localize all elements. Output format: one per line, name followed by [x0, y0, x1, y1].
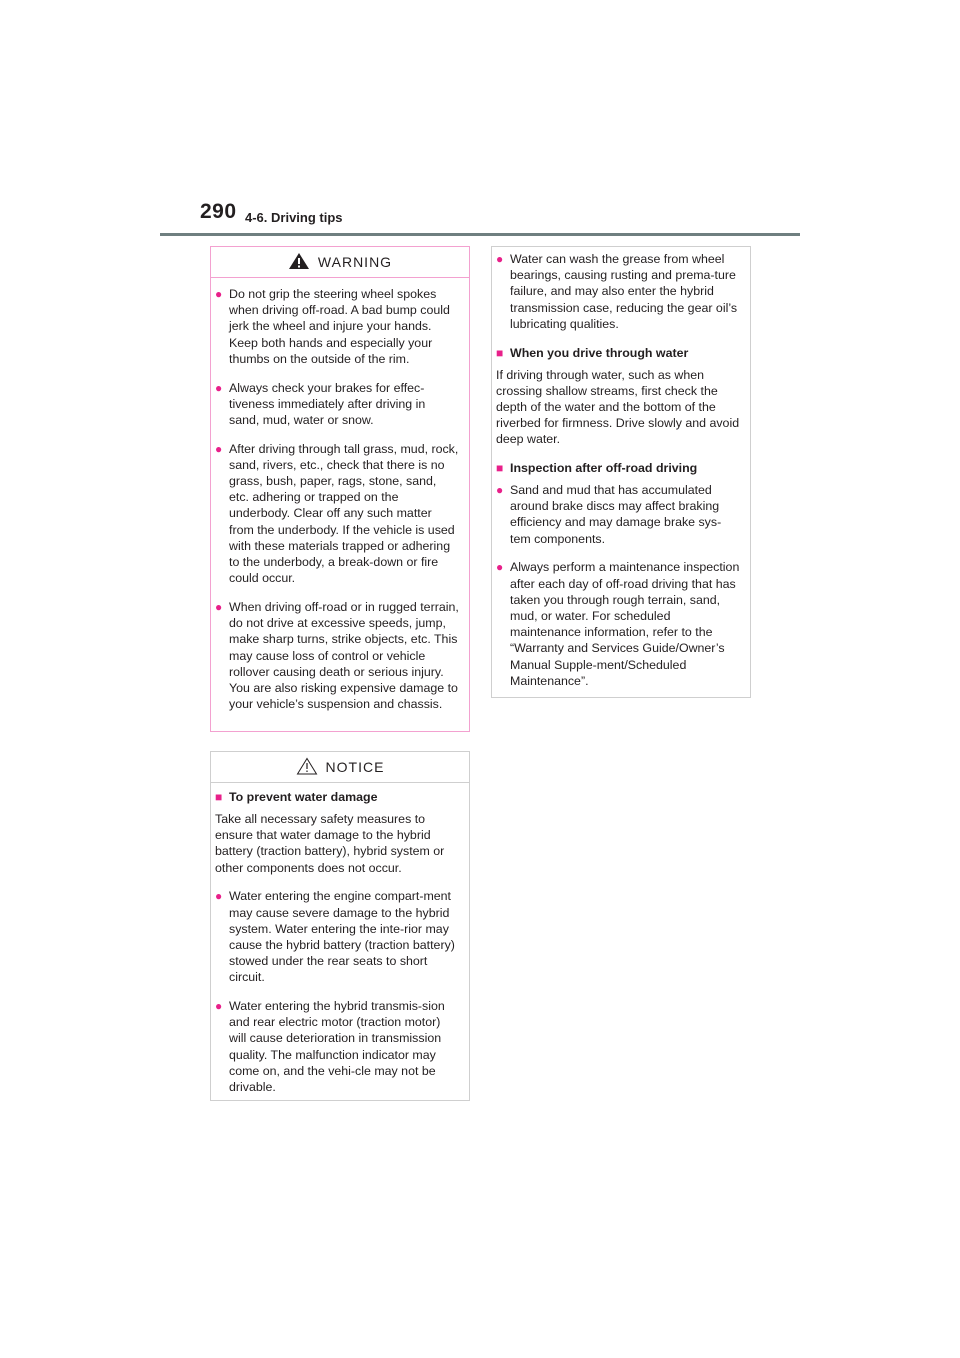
bullet-icon: ● [215, 599, 223, 614]
notice-title: NOTICE [325, 759, 385, 775]
warning-item: ● Always check your brakes for effec-tiveness immediately after driving in sand, mud, water or snow. [215, 380, 426, 427]
bullet-icon: ● [215, 441, 223, 456]
bullet-icon: ● [215, 999, 223, 1014]
bullet-icon: ● [215, 287, 223, 301]
notice-heading: ■ To prevent water damage [215, 790, 378, 804]
warning-header [211, 247, 469, 278]
warning-item: ● Do not grip the steering wheel spokes when driving off-road. A bad bump could jerk the wheel and injure your hands. Keep both hands and especially your thumbs on the outside of the rim. [215, 287, 450, 366]
page-header [0, 0, 960, 240]
square-marker-icon: ■ [496, 345, 504, 360]
bullet-icon: ● [496, 483, 504, 498]
bullet-icon: ● [215, 380, 223, 395]
header-rule [160, 233, 800, 236]
warning-item: ● After driving through tall grass, mud, rock, sand, rivers, etc., check that there is no grass, bush, paper, rags, stone, sand, etc. adhering or trapped on the underbody. Clear off any such matter from the underbody. If the vehicle is used with these materials trapped or adhering to the underbody, a break-down or fire could occur. [215, 441, 459, 586]
bullet-icon: ● [496, 560, 504, 575]
warning-icon [288, 252, 310, 273]
warning-box-continued [491, 246, 751, 698]
notice-header [211, 752, 469, 783]
bullet-icon: ● [215, 889, 223, 904]
warning-box [210, 246, 470, 732]
inspection-item: ● Always perform a maintenance inspection after each day of off-road driving that has taken you through rough terrain, sand, mud, or water. For scheduled maintenance information, refer to the “Warranty and Services Guide/Owner’s Manual Supple-ment/Scheduled Maintenance”. [496, 560, 740, 688]
notice-icon [296, 757, 318, 778]
notice-item: ● Water entering the engine compart-ment may cause severe damage to the hybrid system. Water entering the inte-rior may cause the hybrid battery (traction battery) stowed under the rear seats to short circuit. [215, 889, 455, 985]
inspection-heading: ■ Inspection after off-road driving [496, 461, 698, 476]
inspection-item: ● Sand and mud that has accumulated around brake discs may affect braking efficiency and may damage brake sys-tem components. [496, 483, 722, 546]
notice-box [210, 751, 470, 1101]
square-marker-icon: ■ [496, 461, 504, 476]
warning-title: WARNING [317, 254, 393, 270]
section-title: 4-6. Driving tips [245, 210, 343, 225]
warning-item: ● Water can wash the grease from wheel bearings, causing rusting and prema-ture failure, and may also enter the hybrid transmission case, reducing the gear oil’s lubricating qualities. [496, 252, 738, 331]
warning-item: ● When driving off-road or in rugged terrain, do not drive at excessive speeds, jump, make sharp turns, strike objects, etc. This may cause loss of control or vehicle rollover causing death or serious injury. You are also risking expensive damage to your vehicle’s suspension and chassis. [215, 599, 459, 712]
water-text: If driving through water, such as when crossing shallow streams, first check the depth of the water and the bottom of the riverbed for firmness. Drive slowly and avoid deep water. [496, 367, 740, 447]
notice-item: ● Water entering the hybrid transmis-sion and rear electric motor (traction motor) will cause deterioration in transmission quality. The malfunction indicator may come on, and the vehi-cle may not be drivable. [215, 999, 445, 1095]
water-heading: ■ When you drive through water [496, 345, 689, 360]
page-number: 290 [200, 200, 237, 223]
square-marker-icon: ■ [215, 790, 223, 804]
notice-intro: Take all necessary safety measures to ensure that water damage to the hybrid battery (traction battery), hybrid system or other components does not occur. [215, 812, 445, 875]
bullet-icon: ● [496, 252, 504, 266]
